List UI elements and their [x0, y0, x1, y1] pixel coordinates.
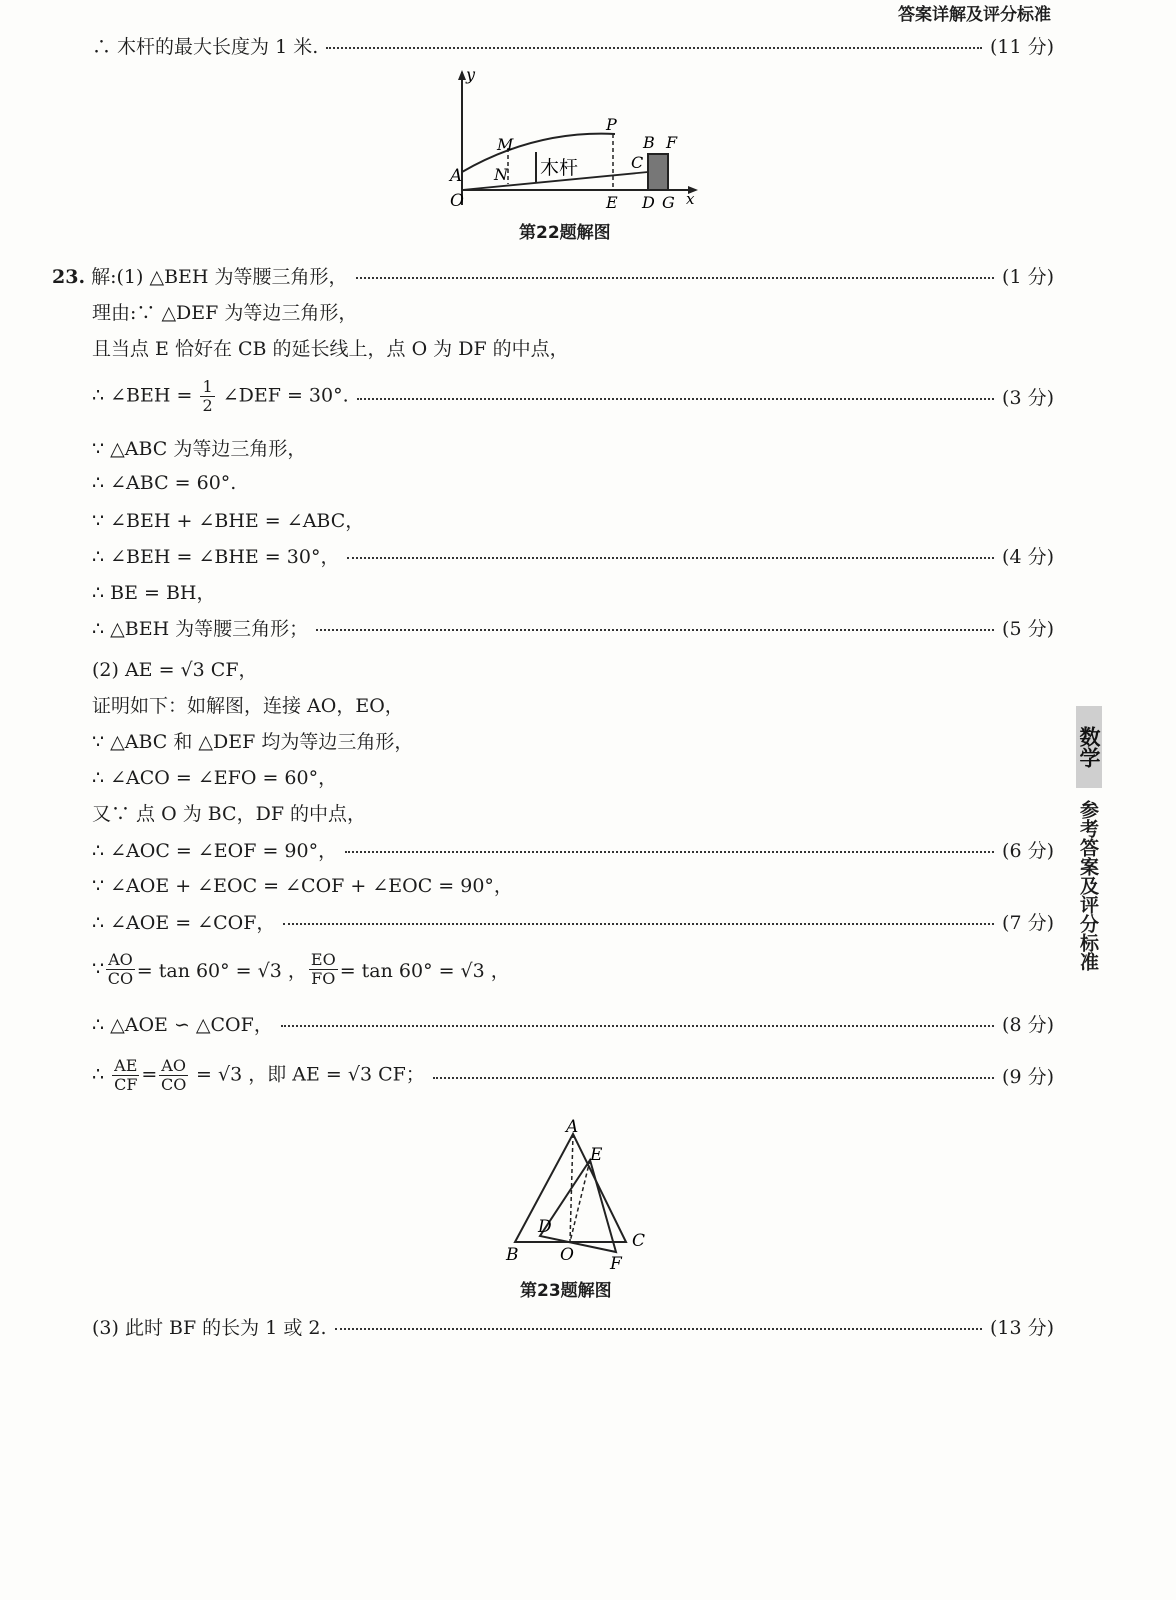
dot-leader — [345, 851, 994, 853]
dot-leader — [326, 47, 982, 49]
line-text: ∴ ∠BEH = — [92, 384, 193, 406]
answer-line: ∵ ∠BEH + ∠BHE = ∠ABC， — [92, 509, 365, 532]
fig22-e-label: E — [606, 193, 618, 212]
fraction: $\frac{AO}{CO}$ — [160, 1055, 187, 1094]
answer-line: ∴ $\frac{AE}{CF}$ = $\frac{AO}{CO}$ = √3 ，即 AE = √3 CF； (9 分) — [92, 1055, 1054, 1094]
line-text: 解:(1) △BEH 为等腰三角形， — [91, 265, 348, 288]
fig22-m-label: M — [497, 135, 514, 154]
answer-line — [52, 258, 1054, 292]
answer-line — [92, 538, 1054, 572]
fig22-p-label: P — [606, 115, 617, 134]
figure-23-caption: 第23题解图 — [520, 1281, 612, 1301]
dot-leader — [283, 923, 994, 925]
answer-line: (2) AE = √3 CF， — [92, 658, 258, 681]
line-text: ∴ △BEH 为等腰三角形； — [92, 617, 309, 640]
answer-line — [92, 610, 1054, 644]
line-text: ∴ ∠AOC = ∠EOF = 90°， — [92, 839, 338, 862]
fig22-b-label: B — [643, 133, 655, 152]
score: (5 分) — [1002, 617, 1054, 640]
line-text: ∴ 木杆的最大长度为 1 米. — [92, 35, 319, 58]
answer-line: ∴ BE = BH， — [92, 581, 216, 604]
figure-23-diagram — [498, 1114, 658, 1274]
answer-line — [92, 1309, 1054, 1343]
fig22-d-label: D — [642, 193, 655, 212]
fig22-y-label: y — [466, 68, 476, 84]
dot-leader — [433, 1077, 994, 1079]
score: (13 分) — [989, 1316, 1054, 1339]
line-text: ∴ ∠BEH = ∠BHE = 30°， — [92, 545, 340, 568]
score: (11 分) — [989, 35, 1054, 58]
answer-line: ∵ ∠AOE + ∠EOC = ∠COF + ∠EOC = 90°， — [92, 874, 513, 897]
answer-line: ∴ ∠ABC = 60°. — [92, 472, 237, 494]
score: (1 分) — [1002, 265, 1054, 288]
fraction: $\frac{AE}{CF}$ — [114, 1055, 138, 1094]
fraction: $\frac{AO}{CO}$ — [107, 949, 134, 988]
answer-line — [92, 28, 1054, 62]
fig23-a-label: A — [566, 1117, 579, 1137]
dot-leader — [335, 1328, 982, 1330]
answer-line — [92, 1006, 1054, 1040]
figure-22-caption: 第22题解图 — [519, 223, 611, 243]
score: (8 分) — [1002, 1013, 1054, 1036]
score: (4 分) — [1002, 545, 1054, 568]
answer-line: 又∵ 点 O 为 BC，DF 的中点， — [92, 802, 367, 825]
fig23-d-label: D — [538, 1217, 552, 1237]
fig22-g-label: G — [662, 193, 675, 212]
line-text: ∠DEF = 30°. — [222, 384, 349, 406]
dot-leader — [347, 557, 994, 559]
fig23-e-label: E — [590, 1145, 603, 1165]
answer-line — [92, 374, 1054, 418]
answer-line — [92, 904, 1054, 938]
score: (3 分) — [1002, 386, 1054, 409]
score: (9 分) — [1002, 1065, 1054, 1088]
dot-leader — [356, 277, 995, 279]
answer-line: ∵ △ABC 为等边三角形， — [92, 437, 307, 460]
fig23-o-label: O — [560, 1245, 574, 1265]
fraction: $\frac{EO}{FO}$ — [310, 949, 336, 988]
fig23-c-label: C — [632, 1231, 646, 1251]
fig23-b-label: B — [506, 1245, 519, 1265]
fig22-origin-label: O — [450, 191, 464, 211]
fraction: $\frac{1}{2}$ — [202, 376, 213, 415]
fig22-x-label: x — [686, 190, 695, 208]
score: (6 分) — [1002, 839, 1054, 862]
answer-line: ∴ ∠ACO = ∠EFO = 60°， — [92, 766, 338, 789]
figure-22-diagram — [440, 68, 710, 213]
subject-tab: 数学 — [1076, 706, 1102, 788]
answer-line — [92, 832, 1054, 866]
line-text: (3) 此时 BF 的长为 1 或 2. — [92, 1316, 327, 1339]
line-text: ∴ ∠AOE = ∠COF， — [92, 911, 276, 934]
answer-line: 理由:∵ △DEF 为等边三角形， — [92, 301, 358, 324]
answer-line: 证明如下：如解图，连接 AO，EO， — [92, 694, 404, 717]
dot-leader — [281, 1025, 994, 1027]
fig22-a-label: A — [450, 166, 463, 186]
side-label: 参考答案及评分标准 — [1077, 800, 1099, 971]
fig22-n-label: N — [494, 165, 508, 184]
fig22-f-label: F — [666, 133, 678, 152]
line-text: ∴ △AOE ∽ △COF， — [92, 1013, 273, 1036]
answer-line: ∵ △ABC 和 △DEF 均为等边三角形， — [92, 730, 414, 753]
question-number: 23. — [52, 265, 86, 288]
page-header-title: 答案详解及评分标准 — [898, 5, 1051, 25]
dot-leader — [316, 629, 994, 631]
fig22-c-label: C — [631, 153, 644, 172]
answer-line: 且当点 E 恰好在 CB 的延长线上，点 O 为 DF 的中点， — [92, 337, 569, 360]
fig22-pole-label: 木杆 — [540, 157, 579, 179]
score: (7 分) — [1002, 911, 1054, 934]
answer-line: ∵ $\frac{AO}{CO}$ = tan 60° = √3 ， $\frac{EO}{FO}$ = tan 60° = √3 ， — [92, 949, 510, 988]
fig23-f-label: F — [610, 1254, 622, 1274]
dot-leader — [357, 398, 994, 400]
